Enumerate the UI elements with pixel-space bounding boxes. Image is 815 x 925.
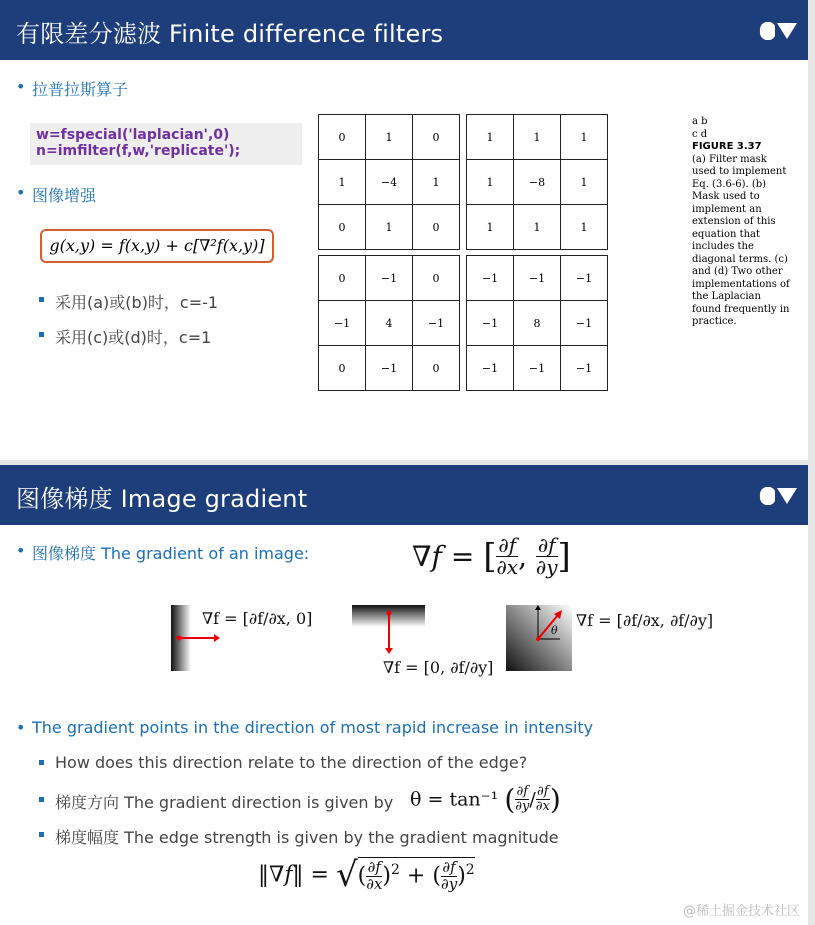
sub-bullet-direction — [55, 790, 393, 813]
sub-bullet-cd — [55, 325, 211, 348]
mask-cell: 0 — [413, 346, 460, 391]
theta-label: θ — [551, 624, 558, 637]
mask-cell: 1 — [561, 205, 608, 250]
mask-cell: 1 — [514, 205, 561, 250]
mask-cell: 8 — [514, 301, 561, 346]
slide-image-gradient — [0, 465, 808, 925]
sub-bullet-text: 采用(c)或(d)时，c=1 — [55, 328, 212, 347]
mask-cell: −4 — [366, 160, 413, 205]
sub-bullet-text: 采用(a)或(b)时，c=-1 — [55, 293, 219, 312]
bullet-text: 图像梯度 The gradient of an image: — [32, 544, 310, 563]
mask-cell: −1 — [561, 256, 608, 301]
mask-d — [466, 255, 608, 391]
mask-cell: 0 — [413, 256, 460, 301]
watermark: @稀土掘金技术社区 — [682, 904, 800, 919]
mask-cell: 0 — [319, 205, 366, 250]
mask-cell: −1 — [514, 346, 561, 391]
mask-cell: −1 — [467, 256, 514, 301]
sub-bullet-text: 梯度方向 The gradient direction is given by — [55, 793, 394, 812]
sub-bullet-magnitude — [55, 825, 559, 848]
caption-figure-number: FIGURE 3.37 — [692, 141, 762, 152]
code-block — [30, 123, 302, 165]
sub-bullet-edge-question — [55, 753, 527, 772]
logo-icon — [758, 22, 798, 40]
magnitude-lhs: ‖∇f‖ = — [258, 862, 329, 888]
bullet-text: The gradient points in the direction of most rapid increase in intensity — [32, 718, 594, 737]
logo-icon — [758, 487, 798, 505]
slide-header — [0, 465, 808, 525]
code-line: w=fspecial('laplacian',0) — [36, 127, 230, 143]
slide-header — [0, 0, 808, 60]
mask-cell: 1 — [561, 160, 608, 205]
sub-bullet-text: How does this direction relate to the direction of the edge? — [55, 753, 528, 772]
mask-cell: −1 — [366, 256, 413, 301]
grad-x-formula: ∇f = [∂f/∂x, 0] — [202, 609, 313, 628]
mask-cell: 1 — [467, 115, 514, 160]
caption-labels: a b — [692, 116, 708, 127]
grad-xy-formula: ∇f = [∂f/∂x, ∂f/∂y] — [576, 611, 714, 630]
mask-cell: 1 — [467, 205, 514, 250]
mask-cell: 0 — [413, 115, 460, 160]
caption-labels: c d — [692, 128, 708, 140]
slide-finite-difference — [0, 0, 808, 460]
enhancement-equation: g(x,y) = f(x,y) + c[∇²f(x,y)] — [40, 229, 274, 263]
mask-cell: 0 — [319, 346, 366, 391]
mask-cell: −1 — [467, 346, 514, 391]
mask-cell: 1 — [413, 160, 460, 205]
mask-cell: 0 — [319, 256, 366, 301]
formula-lhs: ∇f = — [412, 540, 475, 573]
mask-cell: −8 — [514, 160, 561, 205]
mask-cell: 0 — [319, 115, 366, 160]
bullet-gradient-direction: • The gradient points in the direction of most rapid increase in intensity — [16, 718, 594, 737]
mask-cell: 1 — [366, 205, 413, 250]
slide-title: 有限差分滤波 Finite difference filters — [16, 20, 444, 48]
magnitude-formula: ‖∇f‖ = √( $\frac{\partial f}{\partial x}$ )$^2$ + ( $\frac{\partial f}{\partial y}$ )$^2$ — [258, 855, 475, 895]
mask-cell: 1 — [561, 115, 608, 160]
mask-cell: 1 — [467, 160, 514, 205]
figure-caption — [692, 116, 792, 329]
arrow-right-icon — [176, 631, 220, 645]
code-line: n=imfilter(f,w,'replicate'); — [36, 143, 241, 159]
bullet-enhancement: • 图像增强 — [16, 183, 97, 205]
gradient-formula: ∇f = [ $\frac{\partial f}{\partial x}$ , $\frac{\partial f}{\partial y}$ ] — [412, 533, 571, 579]
theta-formula: θ = tan⁻¹ ( $\frac{\partial f}{\partial y}$ / $\frac{\partial f}{\partial x}$ ) — [410, 783, 561, 816]
caption-text: (a) Filter mask used to implement Eq. (3.6-6). (b) Mask used to implement an extension of this equation that includes the diagonal terms. (c) and (d) Two other implementations of the Laplacian found frequently in practice. — [692, 153, 790, 327]
mask-cell: −1 — [366, 346, 413, 391]
sub-bullet-text: 梯度幅度 The edge strength is given by the gradient magnitude — [55, 828, 559, 847]
bullet-text: 拉普拉斯算子 — [32, 80, 129, 99]
mask-cell: −1 — [514, 256, 561, 301]
mask-cell: −1 — [467, 301, 514, 346]
mask-cell: 1 — [514, 115, 561, 160]
theta-formula-lhs: θ = tan⁻¹ — [410, 788, 499, 811]
sub-bullet-ab — [55, 290, 218, 313]
mask-cell: −1 — [319, 301, 366, 346]
mask-cell: 4 — [366, 301, 413, 346]
mask-cell: 0 — [413, 205, 460, 250]
arrow-down-icon — [382, 610, 396, 654]
mask-cell: −1 — [561, 346, 608, 391]
grad-y-formula: ∇f = [0, ∂f/∂y] — [383, 658, 494, 677]
mask-cell: 1 — [319, 160, 366, 205]
slide-title: 图像梯度 Image gradient — [16, 485, 308, 513]
mask-a — [318, 114, 460, 250]
bullet-text: 图像增强 — [32, 186, 97, 205]
bullet-laplacian: • 拉普拉斯算子 — [16, 77, 129, 99]
arrow-diagonal-icon — [530, 605, 566, 643]
mask-cell: −1 — [413, 301, 460, 346]
mask-b — [466, 114, 608, 250]
mask-cell: −1 — [561, 301, 608, 346]
mask-c — [318, 255, 460, 391]
bullet-gradient-definition: • 图像梯度 The gradient of an image: — [16, 541, 310, 563]
mask-cell: 1 — [366, 115, 413, 160]
